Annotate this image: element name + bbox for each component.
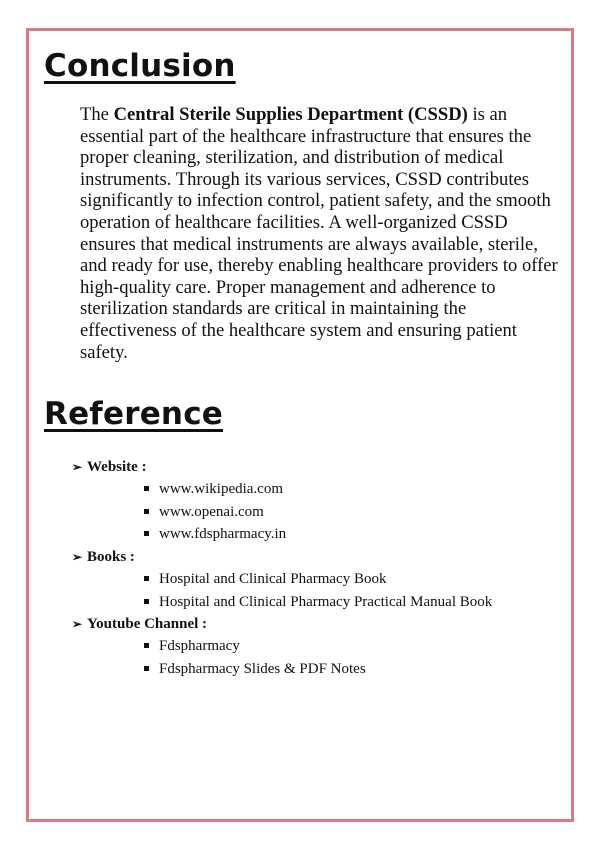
arrow-bullet-icon: ➢ — [72, 616, 83, 631]
square-bullet-icon — [144, 599, 149, 604]
list-item: Hospital and Clinical Pharmacy Book — [144, 568, 492, 591]
conclusion-body: is an essential part of the healthcare infrastructure that ensures the proper cleaning, sterilization, and distribution of medical instruments. Through its various services, CSSD contributes significantly to infection control, patient safety, and the smooth operation of healthcare facilities. A well-organized CSSD ensures that medical instruments are always available, sterile, and ready for use, thereby enabling healthcare providers to offer high-quality care. Proper management and adherence to sterilization standards are critical in maintaining the effectiveness of the healthcare system and ensuring patient safety. — [80, 104, 558, 363]
arrow-bullet-icon: ➢ — [72, 549, 83, 564]
arrow-bullet-icon: ➢ — [72, 459, 83, 474]
reference-list — [72, 456, 492, 681]
category-label: Books : — [87, 548, 135, 565]
square-bullet-icon — [144, 576, 149, 581]
list-item: Fdspharmacy — [144, 635, 492, 658]
youtube-list — [72, 635, 492, 680]
reference-heading: Reference — [44, 396, 223, 432]
cssd-term: Central Sterile Supplies Department (CSSD) — [113, 104, 468, 125]
square-bullet-icon — [144, 531, 149, 536]
reference-category-website — [72, 456, 492, 546]
list-item: www.openai.com — [144, 501, 492, 524]
books-list — [72, 568, 492, 613]
list-item: Hospital and Clinical Pharmacy Practical Manual Book — [144, 591, 492, 614]
list-item: www.wikipedia.com — [144, 478, 492, 501]
square-bullet-icon — [144, 666, 149, 671]
conclusion-paragraph — [80, 104, 562, 363]
list-item: www.fdspharmacy.in — [144, 523, 492, 546]
square-bullet-icon — [144, 643, 149, 648]
website-list — [72, 478, 492, 546]
conclusion-heading: Conclusion — [44, 48, 236, 84]
square-bullet-icon — [144, 486, 149, 491]
conclusion-intro: The — [80, 104, 114, 125]
reference-category-books — [72, 546, 492, 613]
category-label: Website : — [87, 458, 147, 475]
square-bullet-icon — [144, 509, 149, 514]
category-label: Youtube Channel : — [87, 615, 208, 632]
reference-category-youtube — [72, 613, 492, 680]
list-item: Fdspharmacy Slides & PDF Notes — [144, 658, 492, 681]
